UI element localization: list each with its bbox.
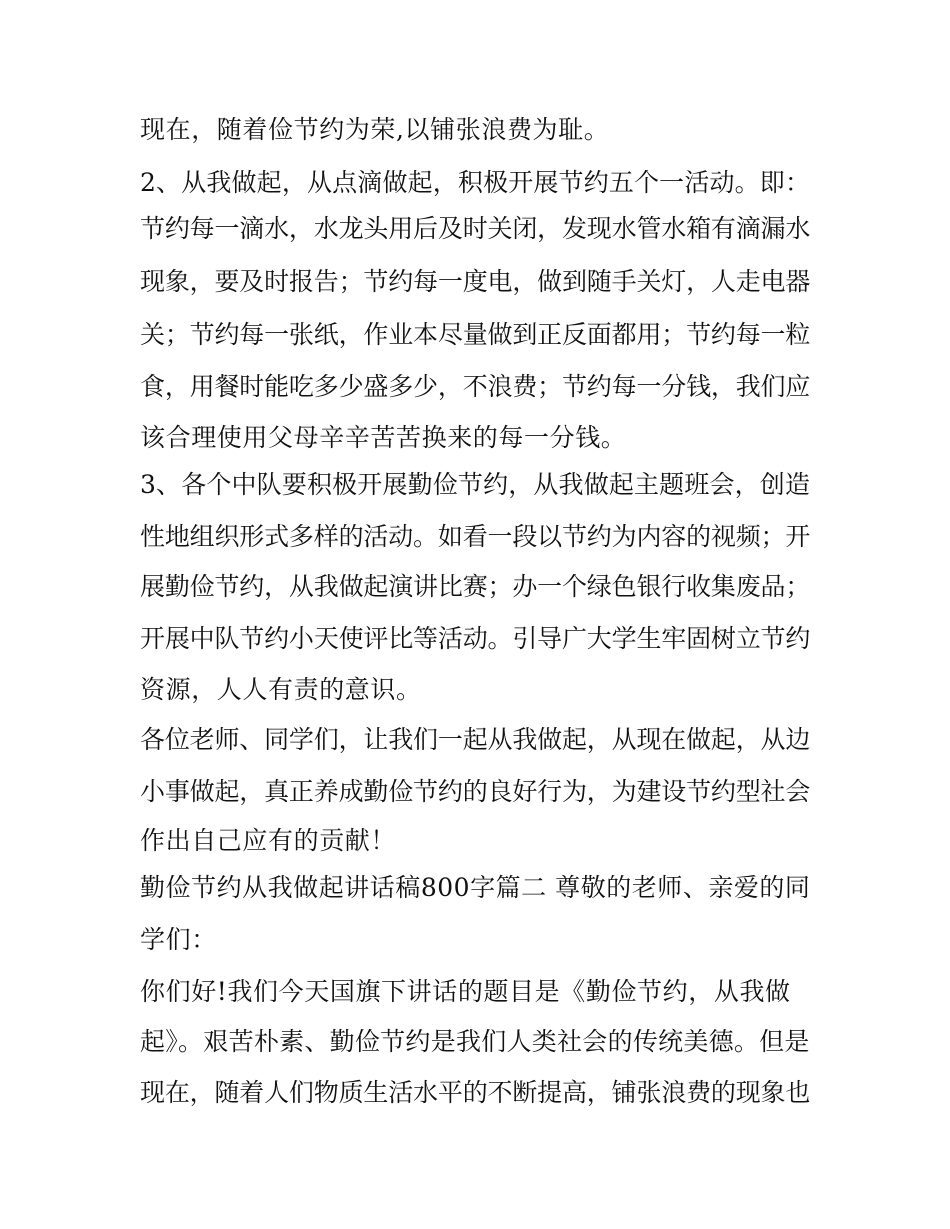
text-line: 学们： — [140, 925, 217, 954]
text-line: 关；节约每一张纸，作业本尽量做到正反面都用；节约每一粒 — [140, 320, 811, 349]
text-line: 起》。艰苦朴素、勤俭节约是我们人类社会的传统美德。但是 — [140, 1027, 810, 1056]
text-line: 3、各个中队要积极开展勤俭节约，从我做起主题班会，创造 — [140, 470, 811, 499]
text-line: 性地组织形式多样的活动。如看一段以节约为内容的视频；开 — [140, 522, 811, 551]
text-line: 开展中队节约小天使评比等活动。引导广大学生牢固树立节约 — [140, 624, 811, 653]
text-line: 现在，随着人们物质生活水平的不断提高，铺张浪费的现象也 — [140, 1078, 811, 1107]
text-line: 展勤俭节约，从我做起演讲比赛；办一个绿色银行收集废品； — [140, 572, 811, 601]
text-line: 节约每一滴水，水龙头用后及时关闭，发现水管水箱有滴漏水 — [140, 214, 811, 243]
text-line: 现象，要及时报告；节约每一度电，做到随手关灯，人走电器 — [140, 267, 811, 296]
text-line: 2、从我做起，从点滴做起，积极开展节约五个一活动。即： — [140, 168, 811, 197]
text-line: 食，用餐时能吃多少盛多少，不浪费；节约每一分钱，我们应 — [140, 372, 811, 401]
text-line: 小事做起，真正养成勤俭节约的良好行为，为建设节约型社会 — [140, 777, 811, 806]
text-line: 该合理使用父母辛辛苦苦换来的每一分钱。 — [140, 423, 627, 452]
text-line: 现在，随着俭节约为荣,以铺张浪费为耻。 — [140, 115, 610, 144]
text-line: 勤俭节约从我做起讲话稿800字篇二 尊敬的老师、亲爱的同 — [140, 873, 811, 902]
text-line: 作出自己应有的贡献！ — [140, 826, 397, 855]
text-line: 你们好!我们今天国旗下讲话的题目是《勤俭节约，从我做 — [140, 977, 791, 1006]
text-line: 各位老师、同学们，让我们一起从我做起，从现在做起，从边 — [140, 725, 811, 754]
text-line: 资源，人人有责的意识。 — [140, 675, 422, 704]
